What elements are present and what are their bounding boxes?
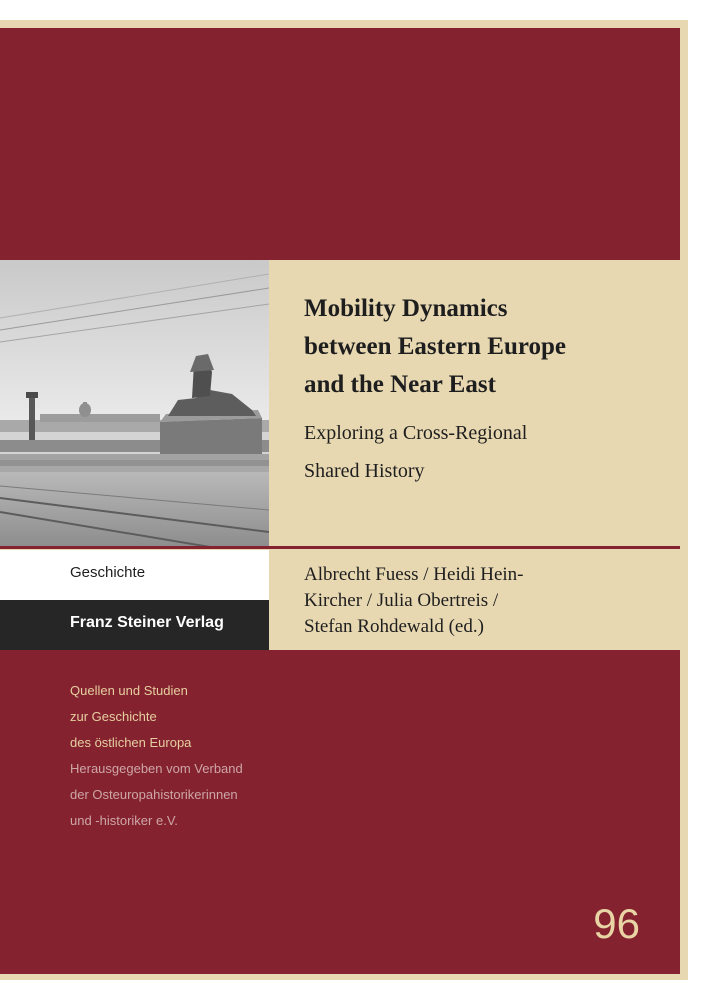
editors-line: Stefan Rohdewald (ed.) (304, 616, 484, 637)
divider-rule (0, 546, 680, 549)
editors-line: Albrecht Fuess / Heidi Hein- (304, 564, 524, 585)
series-title-line: Quellen und Studien (70, 683, 188, 698)
subject-label: Geschichte (70, 564, 146, 581)
series-editor-line: Herausgegeben vom Verband (70, 761, 243, 776)
series-title-line: des östlichen Europa (70, 735, 192, 750)
series-title-line: zur Geschichte (70, 709, 157, 724)
title-line: and the Near East (304, 371, 496, 398)
subject-strip (0, 550, 269, 600)
top-color-panel (0, 28, 680, 260)
cover-photo-sphinx-embankment (0, 260, 269, 547)
publisher-name: Franz Steiner Verlag (70, 614, 224, 631)
title-line: between Eastern Europe (304, 333, 567, 360)
subtitle-line: Exploring a Cross-Regional (304, 422, 528, 444)
editors-block (304, 562, 674, 640)
volume-number: 96 (593, 900, 640, 947)
book-title (304, 290, 674, 404)
title-block (304, 290, 674, 490)
publisher-strip (0, 600, 269, 650)
subtitle-line: Shared History (304, 460, 425, 482)
book-cover (0, 20, 688, 980)
series-editor-line: der Osteuropahistorikerinnen (70, 787, 238, 802)
editors-line: Kircher / Julia Obertreis / (304, 590, 499, 611)
series-info (70, 678, 243, 834)
bottom-color-panel (0, 650, 680, 974)
series-editor-line: und -historiker e.V. (70, 813, 178, 828)
book-subtitle (304, 414, 674, 490)
title-line: Mobility Dynamics (304, 295, 508, 322)
